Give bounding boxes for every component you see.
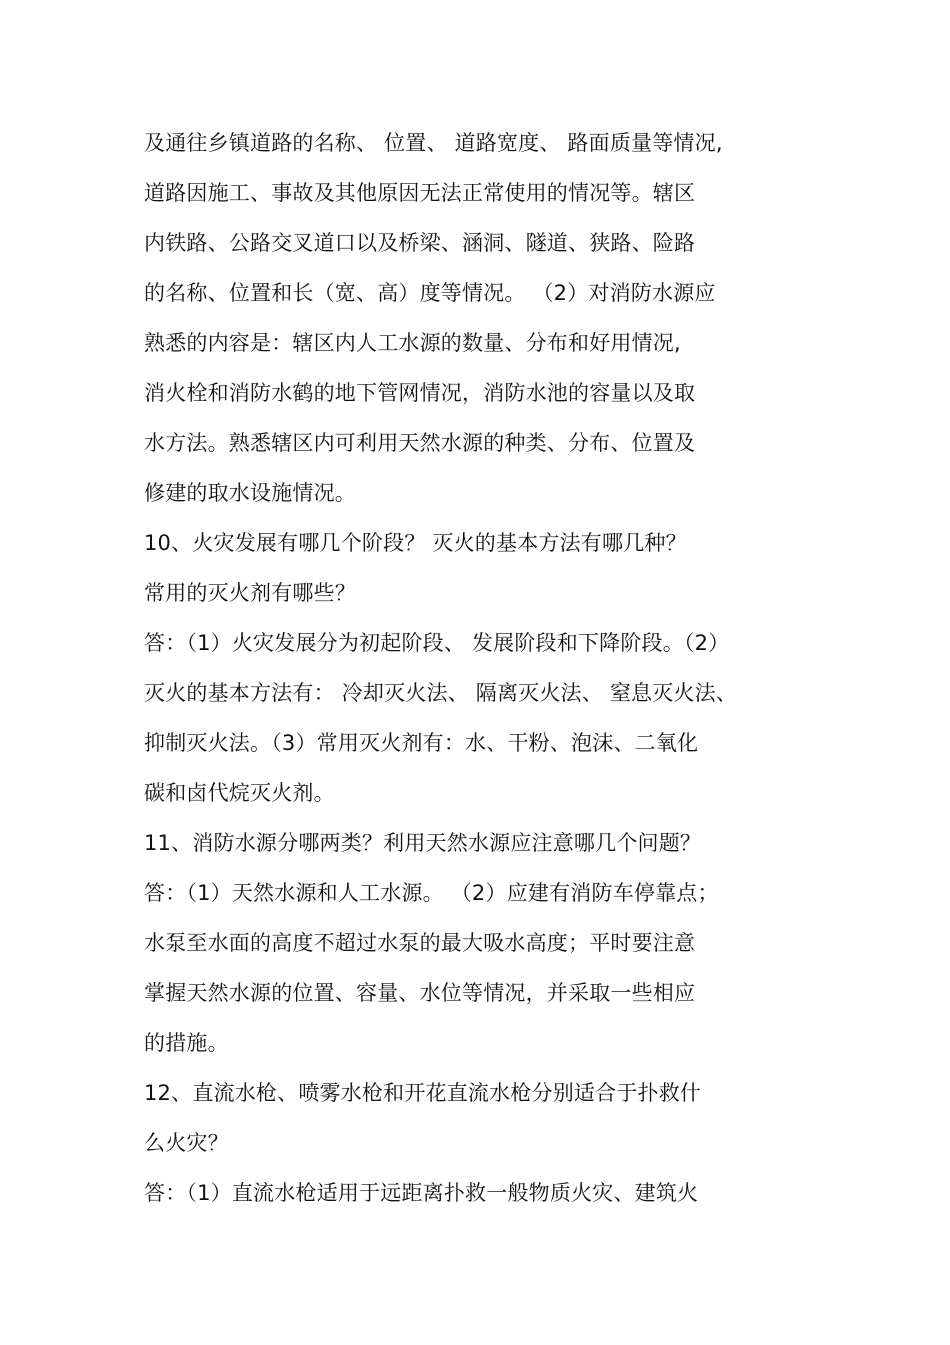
text-line: 修建的取水设施情况。 [144,481,356,505]
answer-line: 答：（1）天然水源和人工水源。 （2）应建有消防车停靠点； [144,881,719,905]
question-heading-cont: 么火灾？ [144,1131,229,1155]
question-heading: 12、直流水枪、喷雾水枪和开花直流水枪分别适合于扑救什 [144,1081,702,1105]
answer-line: 的措施。 [144,1031,229,1055]
text-line: 熟悉的内容是：辖区内人工水源的数量、分布和好用情况, [144,331,681,355]
text-line: 道路因施工、事故及其他原因无法正常使用的情况等。辖区 [144,181,696,205]
answer-line: 碳和卤代烷灭火剂。 [144,781,335,805]
answer-line: 抑制灭火法。（3）常用灭火剂有：水、干粉、泡沫、二氧化 [144,731,699,755]
answer-line: 掌握天然水源的位置、容量、水位等情况，并采取一些相应 [144,981,696,1005]
question-heading: 11、消防水源分哪两类？利用天然水源应注意哪几个问题？ [144,831,702,855]
answer-line: 水泵至水面的高度不超过水泵的最大吸水高度；平时要注意 [144,931,696,955]
question-heading: 10、火灾发展有哪几个阶段？ 灭火的基本方法有哪几种？ [144,531,687,555]
text-line: 水方法。熟悉辖区内可利用天然水源的种类、分布、位置及 [144,431,696,455]
answer-line: 灭火的基本方法有： 冷却灭火法、 隔离灭火法、 窒息灭火法、 [144,681,738,705]
answer-line: 答：（1）火灾发展分为初起阶段、 发展阶段和下降阶段。（2） [144,631,730,655]
document-page [144,118,844,1218]
text-line: 及通往乡镇道路的名称、 位置、 道路宽度、 路面质量等情况, [144,131,723,155]
answer-line: 答：（1）直流水枪适用于远距离扑救一般物质火灾、建筑火 [144,1181,699,1205]
text-line: 的名称、位置和长（宽、高）度等情况。 （2）对消防水源应 [144,281,716,305]
text-line: 内铁路、公路交叉道口以及桥梁、涵洞、隧道、狭路、险路 [144,231,696,255]
text-line: 消火栓和消防水鹤的地下管网情况，消防水池的容量以及取 [144,381,696,405]
question-heading-cont: 常用的灭火剂有哪些？ [144,581,356,605]
